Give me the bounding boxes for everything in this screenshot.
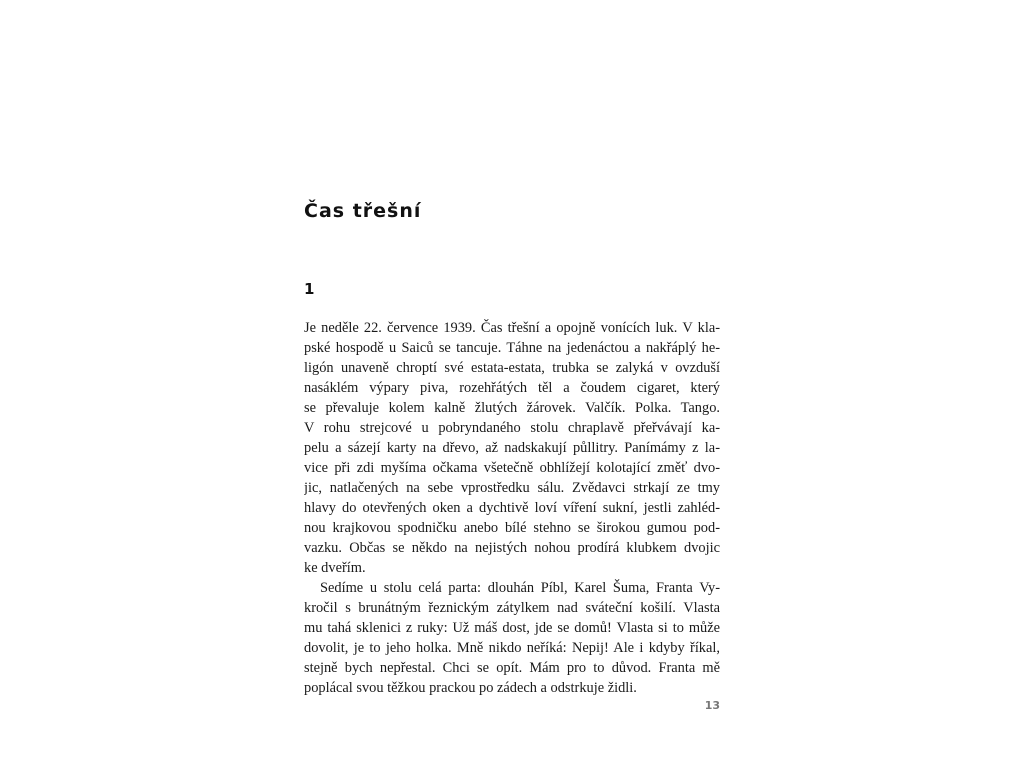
section-number: 1 [304, 280, 315, 298]
text-line: dovolit, je to jeho holka. Mně nikdo neříká: Nepij! Ale i kdyby říkal, [304, 640, 720, 656]
text-line: kročil s brunátným řeznickým zátylkem nad sváteční košilí. Vlasta [304, 600, 720, 616]
text-line: ligón unaveně chroptí své estata-estata, trubka se zalyká v ovzduší [304, 360, 720, 376]
text-line: ke dveřím. [304, 560, 366, 576]
body-text [304, 318, 720, 698]
text-line: se převaluje kolem kalně žlutých žárovek. Valčík. Polka. Tango. [304, 400, 720, 416]
text-line: nou krajkovou spodničku anebo bílé stehno se širokou gumou pod- [304, 520, 720, 536]
page-number: 13 [704, 699, 720, 712]
text-line: Je neděle 22. července 1939. Čas třešní a opojně vonících luk. V kla- [304, 320, 720, 336]
text-line: Sedíme u stolu celá parta: dlouhán Píbl, Karel Šuma, Franta Vy- [320, 580, 720, 596]
chapter-title: Čas třešní [304, 200, 422, 222]
text-line: nasáklém výpary piva, rozehřátých těl a čoudem cigaret, který [304, 380, 720, 396]
text-line: pelu a sázejí karty na dřevo, až nadskakují půllitry. Panímámy z la- [304, 440, 720, 456]
paragraph [304, 578, 720, 698]
text-line: jic, natlačených na sebe vprostředku sálu. Zvědavci strkají ze tmy [304, 480, 720, 496]
text-line: V rohu strejcové u pobryndaného stolu chraplavě přeřvávají ka- [304, 420, 720, 436]
text-line: vice při zdi myšíma očkama všetečně obhlížejí kolotající změť dvo- [304, 460, 720, 476]
text-line: stejně bych nepřestal. Chci se opít. Mám pro to důvod. Franta mě [304, 660, 720, 676]
text-line: hlavy do otevřených oken a dychtivě loví víření sukní, jestli zahléd- [304, 500, 720, 516]
text-line: vazku. Občas se někdo na nejistých nohou prodírá klubkem dvojic [304, 540, 720, 556]
text-line: pské hospodě u Saiců se tancuje. Táhne na jedenáctou a nakřáplý he- [304, 340, 720, 356]
text-line: mu tahá sklenici z ruky: Už máš dost, jde se domů! Vlasta si to může [304, 620, 720, 636]
paragraph [304, 318, 720, 578]
text-line: poplácal svou těžkou prackou po zádech a odstrkuje židli. [304, 680, 637, 696]
